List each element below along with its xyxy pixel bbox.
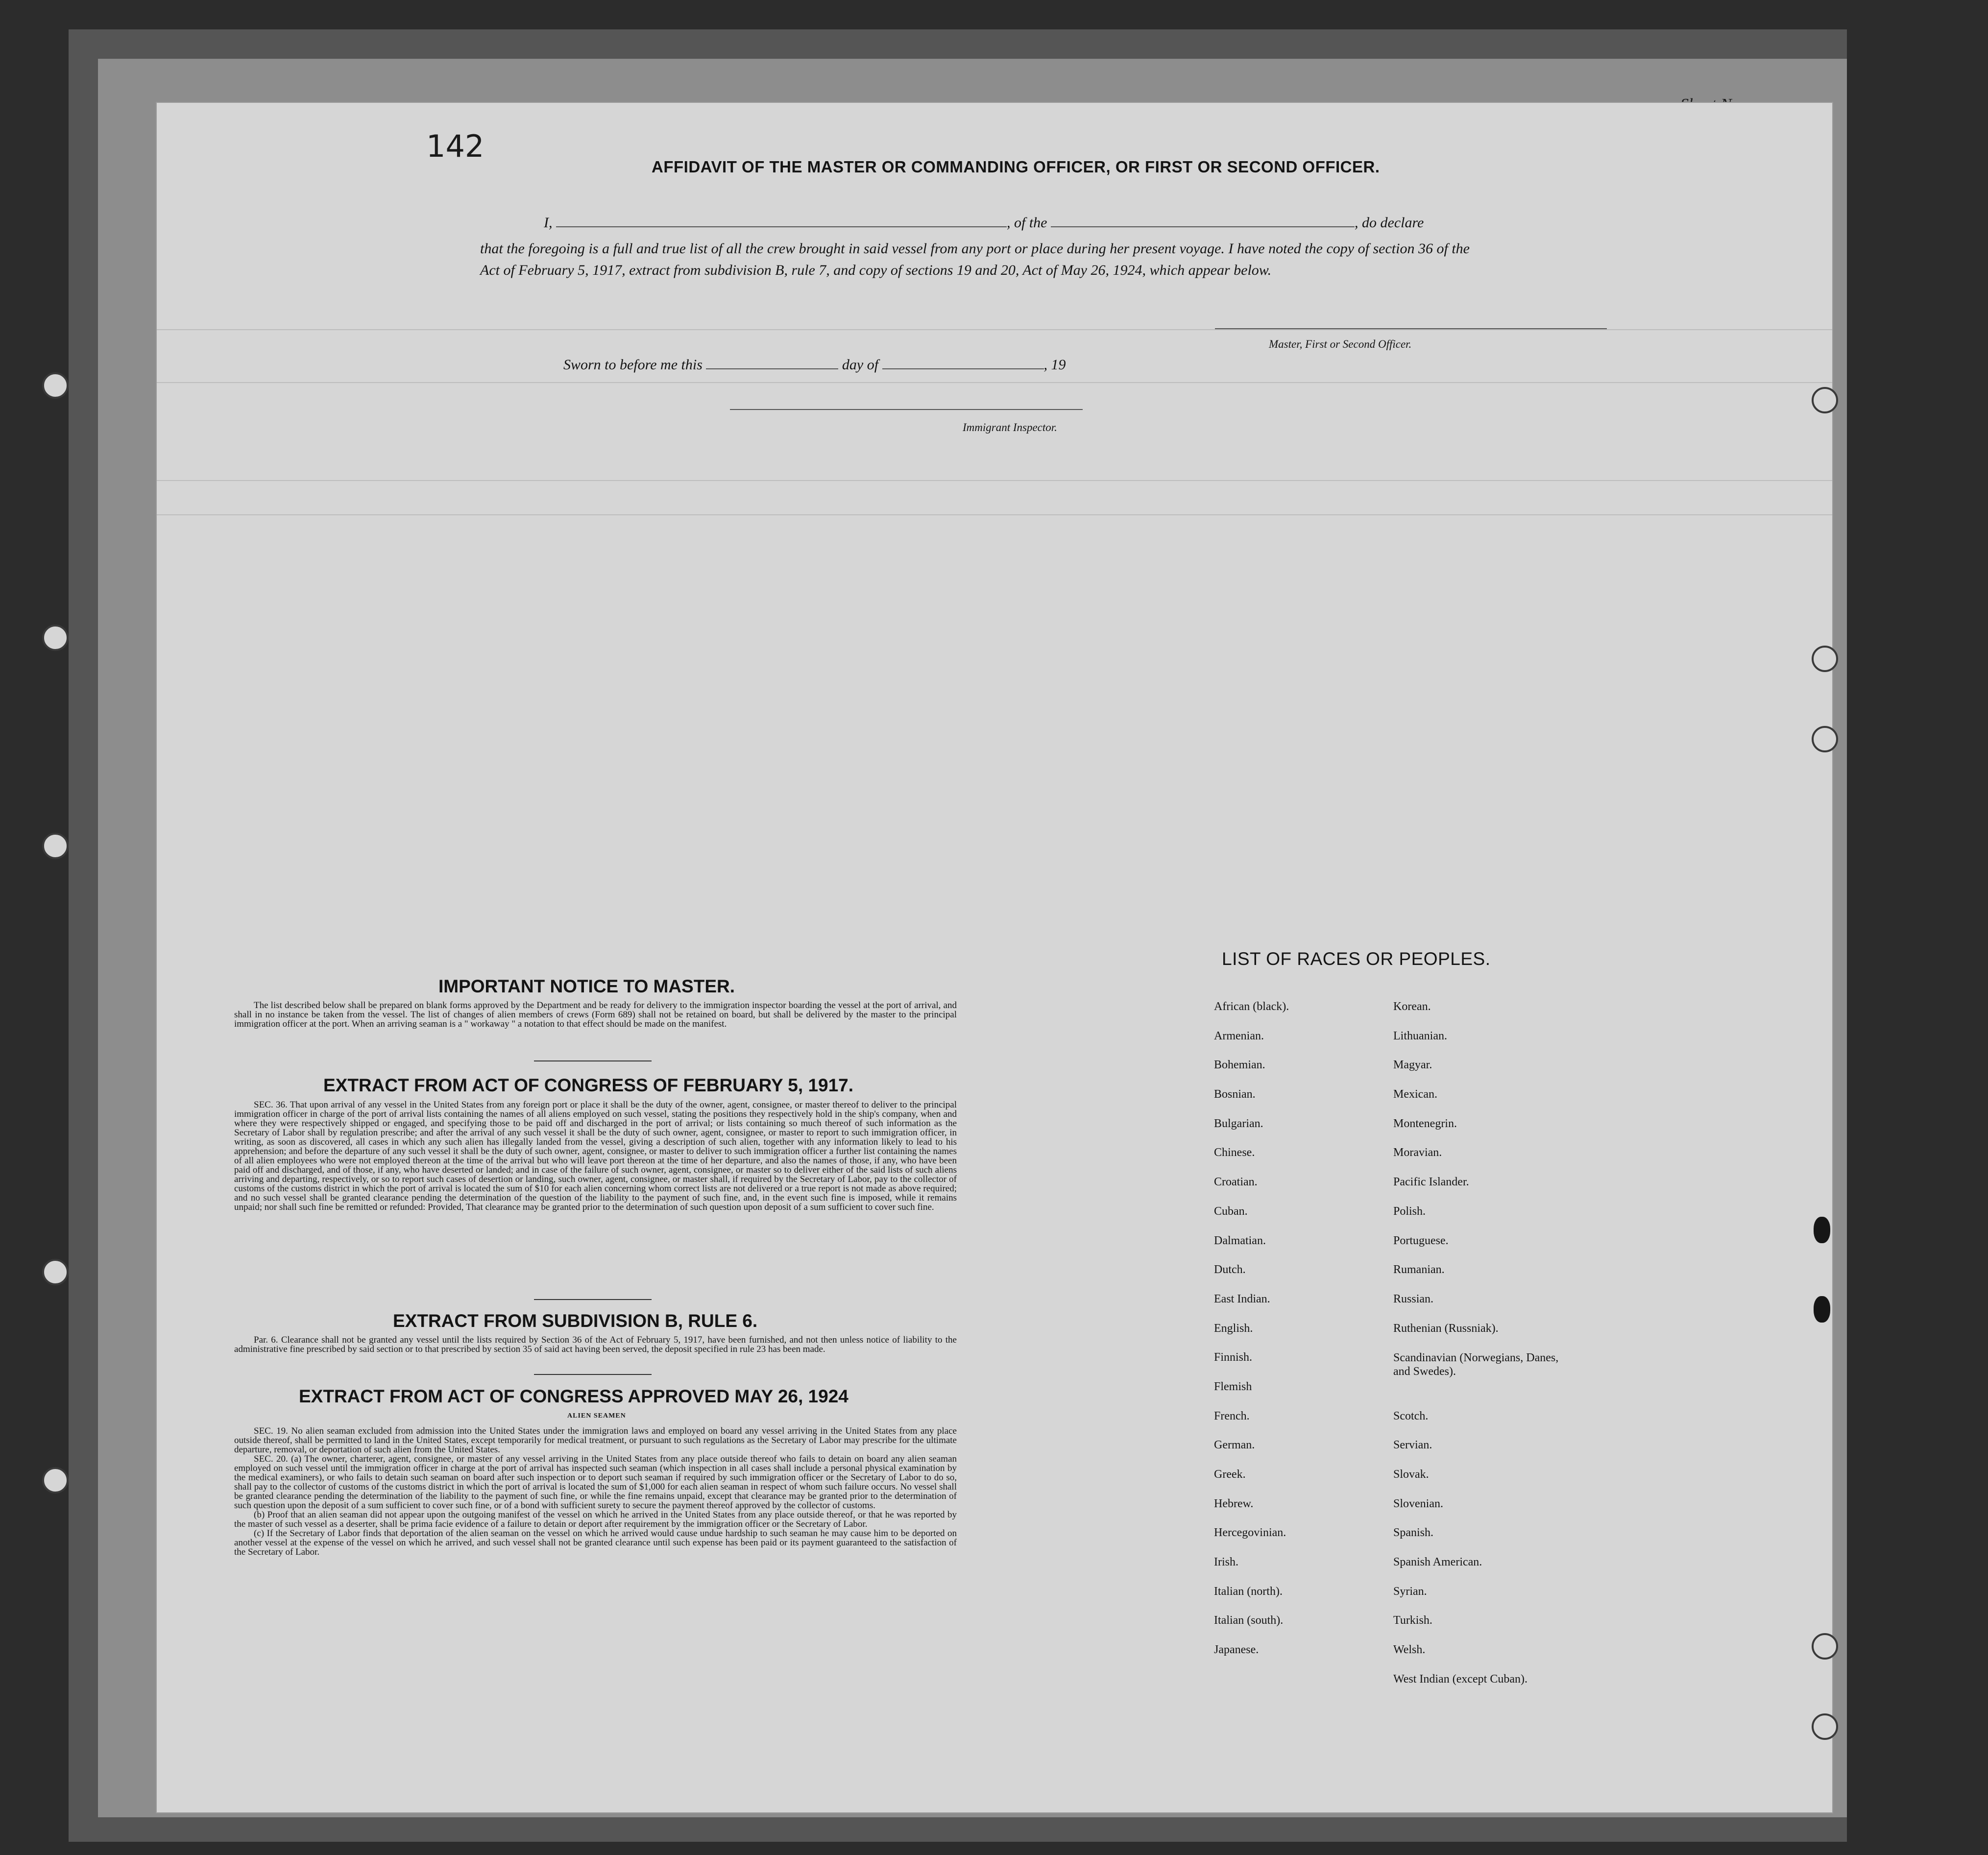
race-item: Bulgarian.	[1214, 1117, 1263, 1130]
race-item: Mexican.	[1393, 1088, 1437, 1101]
race-item: Slovak.	[1393, 1468, 1429, 1481]
race-item: Syrian.	[1393, 1585, 1427, 1598]
affidavit-title: AFFIDAVIT OF THE MASTER OR COMMANDING OFFICER, OR FIRST OR SECOND OFFICER.	[652, 158, 1380, 176]
race-item: Servian.	[1393, 1439, 1432, 1452]
affidavit-declaration-line	[544, 215, 1641, 231]
race-item: Bosnian.	[1214, 1088, 1256, 1101]
race-item: Dutch.	[1214, 1263, 1246, 1277]
race-item: Croatian.	[1214, 1176, 1258, 1189]
race-item: Turkish.	[1393, 1614, 1432, 1627]
vessel-blank[interactable]	[1051, 215, 1355, 227]
binder-hole	[42, 372, 69, 399]
handwritten-page-number: 142	[426, 128, 485, 164]
extract-1917-paragraph: SEC. 36. That upon arrival of any vessel in the United States from any foreign port or place it shall be the duty of the owner, agent, consignee, or master thereof to deliver to the principal immigration officer in charge of the port of arrival lists containing the names of all aliens employed on such vessel, stating the positions they respectively hold in the ship's company, when and where they were respectively shipped or engaged, and specifying those to be paid off and discharged in the port of arrival; or lists containing so much thereof of such information as the Secretary of Labor shall by regulation prescribe; and after the arrival of any such vessel it shall be the duty of such owner, agent, consignee, or master to report to such immigration officer, in writing, as soon as discovered, all cases in which any such alien has illegally landed from the vessel, giving a description of such alien, together with any information likely to lead to his apprehension; and before the departure of any such vessel it shall be the duty of such owner, agent, consignee, or master to deliver to such immigration officer a further list containing the names of all alien employees who were not employed thereon at the time of the arrival but who will leave port thereon at the time of her departure, and also the names of those, if any, who have been paid off and discharged, and of those, if any, who have deserted or landed; and in case of the failure of such owner, agent, consignee, or master so to deliver either of the said lists of such aliens arriving and departing, respectively, or so to report such cases of desertion or landing, such owner, agent, consignee, or master shall, if required by the Secretary of Labor, pay to the collector of customs of the customs district in which the port of arrival is located the sum of $10 for each alien concerning whom correct lists are not delivered or a true report is not made as above required; and no such vessel shall be granted clearance pending the determination of the question of the liability to the payment of such fine, and, in the event such fine is imposed, while it remains unpaid; nor shall such fine be remitted or refunded: Provided, That clearance may be granted prior to the determination of such question upon deposit of a sum sufficient to cover such fine.	[234, 1100, 957, 1212]
race-item: Hebrew.	[1214, 1497, 1254, 1510]
ink-blot	[1814, 1217, 1830, 1243]
alien-seamen-subhead: ALIEN SEAMEN	[567, 1412, 626, 1420]
race-item: Montenegrin.	[1393, 1117, 1457, 1130]
bleed-through-line	[157, 480, 1832, 481]
manifest-page	[157, 103, 1832, 1812]
notice-title: IMPORTANT NOTICE TO MASTER.	[438, 976, 735, 996]
race-item: Rumanian.	[1393, 1263, 1445, 1277]
binder-hole	[42, 1467, 69, 1494]
binder-hole	[1812, 726, 1838, 752]
name-blank[interactable]	[556, 215, 1007, 227]
extract-1917-title: EXTRACT FROM ACT OF CONGRESS OF FEBRUARY 5, 1917.	[323, 1075, 854, 1095]
binder-hole	[1812, 1713, 1838, 1740]
binder-hole	[42, 625, 69, 651]
race-item: Lithuanian.	[1393, 1029, 1447, 1042]
affidavit-body: that the foregoing is a full and true list of all the crew brought in said vessel from any port or place during her present voyage. I have noted the copy of section 36 of the Act of February 5, 1917, extract from subdivision B, rule 7, and copy of sections 19 and 20, Act of May 26, 1924, which appear below.	[480, 241, 1470, 278]
sworn-day-label: day of	[842, 357, 879, 373]
sworn-month-blank[interactable]	[882, 357, 1044, 369]
race-item: Welsh.	[1393, 1643, 1426, 1657]
sworn-year-label: , 19	[1043, 357, 1066, 373]
binder-hole	[1812, 646, 1838, 672]
race-item: Armenian.	[1214, 1029, 1264, 1042]
race-item: West Indian (except Cuban).	[1393, 1672, 1527, 1686]
race-item: Russian.	[1393, 1292, 1434, 1305]
race-item: East Indian.	[1214, 1292, 1270, 1305]
race-item: African (black).	[1214, 1000, 1289, 1013]
binder-hole	[1812, 1633, 1838, 1660]
section-divider	[534, 1299, 652, 1300]
race-item: Slovenian.	[1393, 1497, 1443, 1510]
bleed-through-line	[157, 382, 1832, 383]
race-item: Spanish American.	[1393, 1556, 1482, 1569]
affidavit-do-declare: , do declare	[1355, 215, 1424, 231]
inspector-signature-line[interactable]	[730, 409, 1083, 410]
race-item: Portuguese.	[1393, 1234, 1449, 1247]
race-item: Cuban.	[1214, 1205, 1248, 1218]
affidavit-of-the: , of the	[1007, 215, 1047, 231]
race-item: Polish.	[1393, 1205, 1426, 1218]
binder-hole	[42, 833, 69, 859]
race-item: Hercegovinian.	[1214, 1526, 1286, 1540]
extract-1924-title: EXTRACT FROM ACT OF CONGRESS APPROVED MAY 26, 1924	[299, 1386, 849, 1406]
race-item: Greek.	[1214, 1468, 1246, 1481]
race-item: Dalmatian.	[1214, 1234, 1266, 1247]
binder-hole	[1812, 387, 1838, 413]
races-list-right	[1393, 1000, 1570, 1702]
race-item: Chinese.	[1214, 1146, 1255, 1159]
race-item: Moravian.	[1393, 1146, 1442, 1159]
race-item: Finnish.	[1214, 1351, 1253, 1364]
extract-1924-text	[234, 1426, 957, 1557]
binder-hole	[42, 1259, 69, 1285]
race-item: Ruthenian (Russniak).	[1393, 1322, 1499, 1335]
sec20c-paragraph: (c) If the Secretary of Labor finds that deportation of the alien seaman on the vessel on which he arrived would cause undue hardship to such seaman he may cause him to be deported on another vessel at the expense of the vessel on which he arrived, and such vessel shall not be granted clearance until such expense has been paid or its payment guaranteed to the satisfaction of the Secretary of Labor.	[234, 1528, 957, 1557]
race-item: Italian (south).	[1214, 1614, 1284, 1627]
races-title: LIST OF RACES OR PEOPLES.	[1222, 949, 1491, 969]
race-item: German.	[1214, 1439, 1255, 1452]
sworn-day-blank[interactable]	[706, 357, 838, 369]
race-item: English.	[1214, 1322, 1253, 1335]
races-list-left	[1214, 1000, 1289, 1673]
section-divider	[534, 1374, 652, 1375]
race-item: Spanish.	[1393, 1526, 1434, 1540]
race-item: Bohemian.	[1214, 1059, 1265, 1072]
ink-blot	[1814, 1296, 1830, 1323]
signature-caption: Master, First or Second Officer.	[1269, 338, 1412, 350]
notice-paragraph: The list described below shall be prepared on blank forms approved by the Department and be ready for delivery to the immigration inspector boarding the vessel at the port of arrival, and shall in no instance be taken from the vessel. The list of changes of alien members of crews (Form 689) shall not be retained on board, but shall be delivered by the master to the principal immigration officer at the port. When an arriving seaman is a " workaway " a notation to that effect should be made on the manifest.	[234, 1000, 957, 1029]
race-item: Italian (north).	[1214, 1585, 1283, 1598]
extract-1917-text	[234, 1100, 957, 1212]
race-item: Scotch.	[1393, 1409, 1429, 1422]
affidavit-i: I,	[544, 215, 553, 231]
race-item: Irish.	[1214, 1556, 1238, 1569]
race-item: Flemish	[1214, 1380, 1252, 1393]
race-item: Pacific Islander.	[1393, 1176, 1469, 1189]
section-divider	[534, 1060, 652, 1061]
bleed-through-line	[157, 514, 1832, 515]
notice-text	[234, 1001, 957, 1029]
extract-rule6-paragraph: Par. 6. Clearance shall not be granted any vessel until the lists required by Section 36 of the Act of February 5, 1917, have been furnished, and not then unless notice of liability to the administrative fine prescribed by said section or to that prescribed by section 35 of said act having been served, the deposit specified in rule 23 has been made.	[234, 1335, 957, 1354]
sworn-prefix: Sworn to before me this	[563, 357, 703, 373]
sec20b-paragraph: (b) Proof that an alien seaman did not appear upon the outgoing manifest of the vessel on which he arrived in the United States from any place outside thereof, or that he was reported by the master of such vessel as a deserter, shall be prima facie evidence of a failure to detain or deport after requirement by the immigration officer or the Secretary of Labor.	[234, 1510, 957, 1529]
race-item: Korean.	[1393, 1000, 1431, 1013]
inspector-caption: Immigrant Inspector.	[963, 421, 1057, 434]
bleed-through-line	[157, 329, 1832, 330]
race-item: Magyar.	[1393, 1059, 1432, 1072]
race-item: Japanese.	[1214, 1643, 1259, 1657]
race-item: Scandinavian (Norwegians, Danes, and Swedes).	[1393, 1351, 1559, 1378]
sec19-paragraph: SEC. 19. No alien seaman excluded from admission into the United States under the immigration laws and employed on board any vessel arriving in the United States from any place outside thereof, shall be permitted to land in the United States, except temporarily for medical treatment, or pursuant to such regulations as the Secretary of Labor may prescribe for the ultimate departure, removal, or deportation of such alien from the United States.	[234, 1426, 957, 1455]
extract-rule6-title: EXTRACT FROM SUBDIVISION B, RULE 6.	[393, 1311, 758, 1331]
extract-rule6-text	[234, 1335, 957, 1354]
sec20a-paragraph: SEC. 20. (a) The owner, charterer, agent, consignee, or master of any vessel arriving in the United States from any place outside thereof who fails to detain on board any alien seaman employed on such vessel until the immigration officer in charge at the port of arrival has inspected such seaman (which inspection in all cases shall include a personal physical examination by the medical examiners), or who fails to detain such seaman on board after such inspection or to deport such seaman if required by such immigration officer or the Secretary of Labor to do so, shall pay to the collector of customs of the customs district in which the port of arrival is located the sum of $1,000 for each alien seaman in respect of whom such failure occurs. No vessel shall be granted clearance pending the determination of the liability to the payment of such fine, or while the fine remains unpaid, except that clearance may be granted prior to the determination of such question upon the deposit of a sum sufficient to cover such fine, or of a bond with sufficient surety to secure the payment thereof approved by the collector of customs.	[234, 1454, 957, 1511]
signature-line[interactable]	[1215, 328, 1607, 329]
race-item: French.	[1214, 1409, 1250, 1422]
sworn-line	[563, 357, 1200, 373]
